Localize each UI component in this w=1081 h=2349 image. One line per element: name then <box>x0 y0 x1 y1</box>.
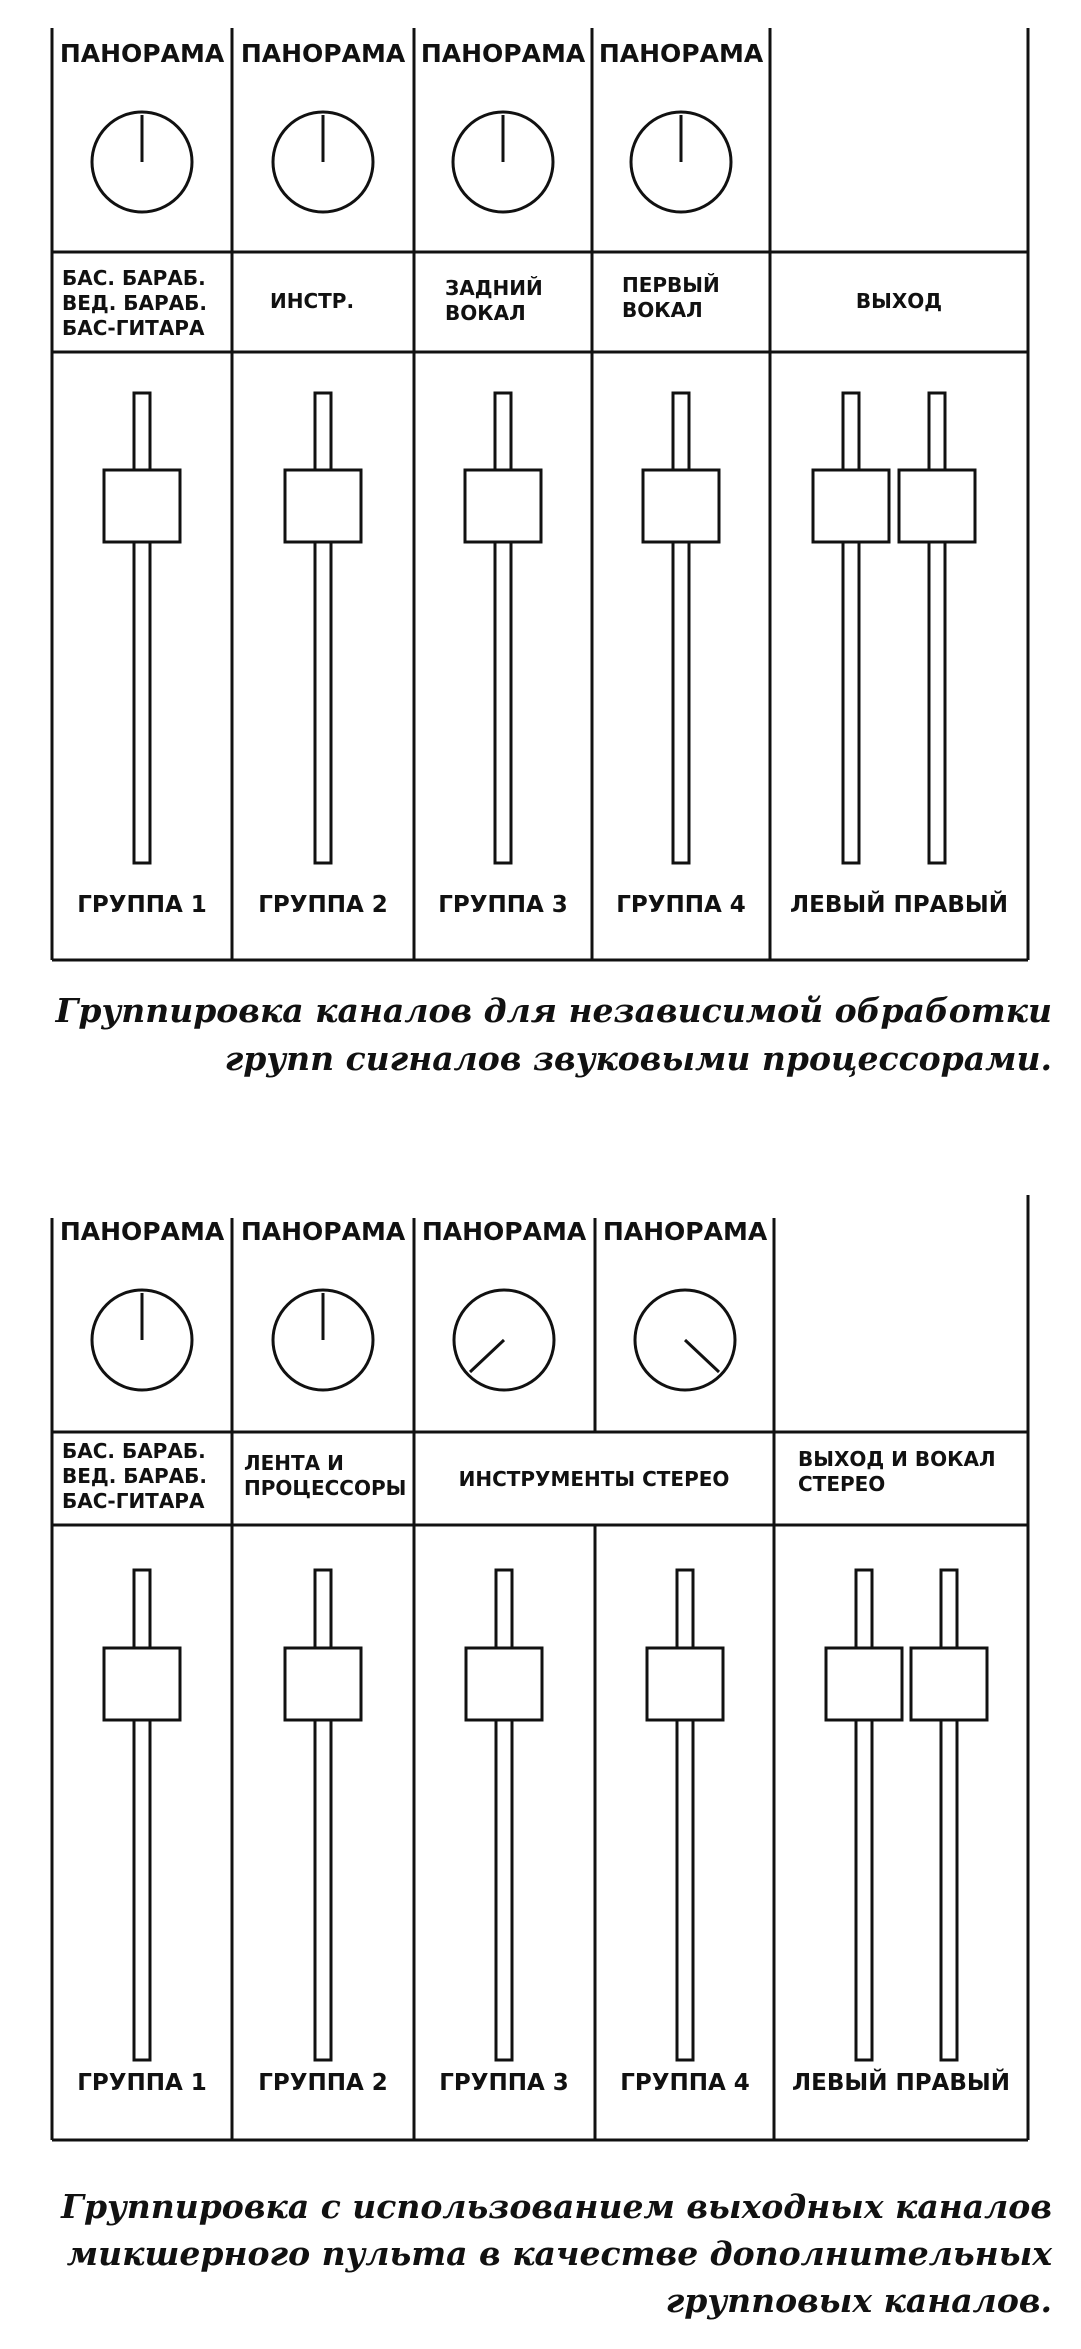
assign-label: БАС-ГИТАРА <box>62 1489 205 1513</box>
pan-knob[interactable] <box>92 112 192 212</box>
pan-label: ПАНОРАМА <box>59 1217 225 1246</box>
fader-right[interactable] <box>899 393 975 863</box>
assign-label: ИНСТРУМЕНТЫ СТЕРЕО <box>458 1467 730 1491</box>
pan-knob-left[interactable] <box>454 1290 554 1390</box>
assign-label: ВЕД. БАРАБ. <box>62 1464 207 1488</box>
pan-knob[interactable] <box>273 112 373 212</box>
assign-label: ЗАДНИЙ <box>445 276 543 300</box>
figure-2 <box>52 1195 1052 2320</box>
fader[interactable] <box>285 393 361 863</box>
fader-right[interactable] <box>911 1570 987 2060</box>
pan-knob[interactable] <box>631 112 731 212</box>
fader[interactable] <box>647 1570 723 2060</box>
fader-left[interactable] <box>813 393 889 863</box>
fader[interactable] <box>643 393 719 863</box>
group-label: ГРУППА 2 <box>258 2070 388 2096</box>
pan-knob-right[interactable] <box>635 1290 735 1390</box>
pan-label: ПАНОРАМА <box>240 39 406 68</box>
assign-label: ВОКАЛ <box>622 298 703 322</box>
assign-label: БАС-ГИТАРА <box>62 316 205 340</box>
assign-label: БАС. БАРАБ. <box>62 1439 206 1463</box>
caption-line: групповых каналов. <box>665 2281 1052 2320</box>
assign-label: ПРОЦЕССОРЫ <box>244 1476 407 1500</box>
pan-label: ПАНОРАМА <box>240 1217 406 1246</box>
group-label: ЛЕВЫЙ ПРАВЫЙ <box>792 2070 1010 2096</box>
group-label: ГРУППА 1 <box>77 892 207 918</box>
pan-knob[interactable] <box>453 112 553 212</box>
pan-knob[interactable] <box>92 1290 192 1390</box>
group-label: ГРУППА 4 <box>616 892 746 918</box>
fader[interactable] <box>104 1570 180 2060</box>
assign-label: ИНСТР. <box>270 289 355 313</box>
group-label: ГРУППА 3 <box>439 2070 569 2096</box>
assign-label: ВОКАЛ <box>445 301 526 325</box>
pan-label: ПАНОРАМА <box>598 39 764 68</box>
group-label: ГРУППА 1 <box>77 2070 207 2096</box>
fader[interactable] <box>285 1570 361 2060</box>
caption-line: микшерного пульта в качестве дополнительных <box>66 2234 1052 2273</box>
pan-knob[interactable] <box>273 1290 373 1390</box>
caption-line: групп сигналов звуковыми процессорами. <box>224 1039 1052 1078</box>
caption-line: Группировка с использованием выходных каналов <box>61 2187 1052 2226</box>
group-label: ЛЕВЫЙ ПРАВЫЙ <box>790 892 1008 918</box>
pan-label: ПАНОРАМА <box>602 1217 768 1246</box>
assign-label: БАС. БАРАБ. <box>62 266 206 290</box>
assign-label: ВЫХОД <box>855 289 943 313</box>
group-label: ГРУППА 2 <box>258 892 388 918</box>
pan-label: ПАНОРАМА <box>59 39 225 68</box>
group-label: ГРУППА 3 <box>438 892 568 918</box>
fader[interactable] <box>104 393 180 863</box>
assign-label: ПЕРВЫЙ <box>622 273 720 297</box>
fader-left[interactable] <box>826 1570 902 2060</box>
pan-label: ПАНОРАМА <box>420 39 586 68</box>
group-label: ГРУППА 4 <box>620 2070 750 2096</box>
assign-label: ЛЕНТА И <box>244 1451 344 1475</box>
fader[interactable] <box>466 1570 542 2060</box>
caption-line: Группировка каналов для независимой обработки <box>55 991 1052 1030</box>
fader[interactable] <box>465 393 541 863</box>
assign-label: ВЫХОД И ВОКАЛ <box>798 1447 996 1471</box>
assign-label: СТЕРЕО <box>798 1472 886 1496</box>
figure-1 <box>52 28 1052 1078</box>
pan-label: ПАНОРАМА <box>421 1217 587 1246</box>
assign-label: ВЕД. БАРАБ. <box>62 291 207 315</box>
